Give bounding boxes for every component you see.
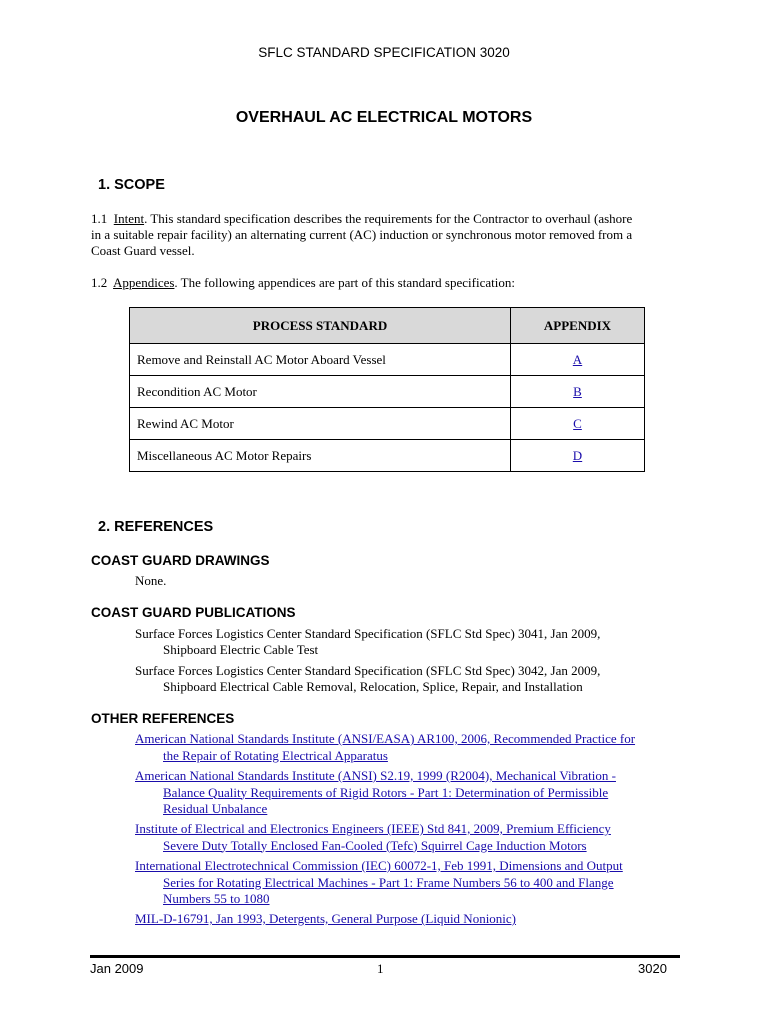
publication-line: Surface Forces Logistics Center Standard Specification (SFLC Std Spec) 3042, Jan 2009, [135,663,601,678]
publication-item [135,626,685,658]
reference-line: American National Standards Institute (ANSI) S2.19, 1999 (R2004), Mechanical Vibration - [135,768,616,783]
reference-link-ieee-841[interactable] [135,821,695,854]
appendices-number: 1.2 [91,275,108,290]
footer-spec-number: 3020 [638,961,667,976]
appendix-link-c[interactable]: C [573,415,582,431]
scope-heading: 1. SCOPE [98,177,165,193]
process-cell: Recondition AC Motor [130,376,511,408]
reference-link-mil-d-16791[interactable] [135,911,695,928]
appendix-link-a[interactable]: A [572,351,583,367]
reference-line: Severe Duty Totally Enclosed Fan-Cooled (Tefc) Squirrel Cage Induction Motors [163,837,587,853]
document-header: SFLC STANDARD SPECIFICATION 3020 [258,45,510,60]
drawings-none: None. [135,573,167,588]
reference-line: Institute of Electrical and Electronics Engineers (IEEE) Std 841, 2009, Premium Efficiency [135,821,611,836]
table-row [130,376,645,408]
footer-date: Jan 2009 [90,961,144,976]
intent-text-b: in a suitable repair facility) an alternating current (AC) induction or synchronous motor removed from a [91,227,633,242]
scope-intent-paragraph [91,211,681,259]
intent-term: Intent [113,211,145,226]
reference-link-iec-60072[interactable] [135,858,695,908]
footer-page-number: 1 [377,961,384,976]
drawings-heading: COAST GUARD DRAWINGS [91,553,270,568]
reference-line: Numbers 55 to 1080 [163,891,270,906]
reference-link-ansi-s219[interactable] [135,768,695,818]
appendix-table [129,307,645,472]
publication-item [135,663,685,695]
references-heading: 2. REFERENCES [98,519,214,535]
reference-line: the Repair of Rotating Electrical Apparatus [163,747,388,763]
column-header-process: PROCESS STANDARD [130,308,511,344]
intent-number: 1.1 [91,211,108,226]
publication-line: Surface Forces Logistics Center Standard Specification (SFLC Std Spec) 3041, Jan 2009, [135,626,601,641]
intent-text-a: . This standard specification describes the requirements for the Contractor to overhaul (ashore [144,211,633,226]
publication-line: Shipboard Electric Cable Test [163,642,319,657]
reference-line: MIL-D-16791, Jan 1993, Detergents, General Purpose (Liquid Nonionic) [135,911,517,926]
process-cell: Remove and Reinstall AC Motor Aboard Vessel [130,344,511,376]
process-cell: Miscellaneous AC Motor Repairs [130,440,511,472]
table-header-row [130,308,645,344]
other-references-heading: OTHER REFERENCES [91,711,235,726]
document-title: OVERHAUL AC ELECTRICAL MOTORS [235,109,533,126]
appendix-link-b[interactable]: B [573,383,582,399]
process-cell: Rewind AC Motor [130,408,511,440]
publication-line: Shipboard Electrical Cable Removal, Relocation, Splice, Repair, and Installation [163,679,583,694]
reference-line: Series for Rotating Electrical Machines - Part 1: Frame Numbers 56 to 400 and Flange [163,874,614,890]
reference-line: American National Standards Institute (ANSI/EASA) AR100, 2006, Recommended Practice for [135,731,636,746]
publications-heading: COAST GUARD PUBLICATIONS [91,605,296,620]
scope-appendices-paragraph [91,275,681,291]
intent-text-c: Coast Guard vessel. [91,243,195,258]
reference-link-ansi-ar100[interactable] [135,731,695,764]
appendices-term: Appendices [113,275,175,290]
reference-line: Balance Quality Requirements of Rigid Rotors - Part 1: Determination of Permissible [163,784,609,800]
footer-rule [90,955,680,958]
table-row [130,408,645,440]
appendix-link-d[interactable]: D [572,447,583,463]
column-header-appendix: APPENDIX [511,308,645,344]
table-row [130,440,645,472]
reference-line: International Electrotechnical Commission (IEC) 60072-1, Feb 1991, Dimensions and Output [135,858,623,873]
reference-line: Residual Unbalance [163,801,268,816]
appendices-text: . The following appendices are part of this standard specification: [174,275,515,290]
table-row [130,344,645,376]
